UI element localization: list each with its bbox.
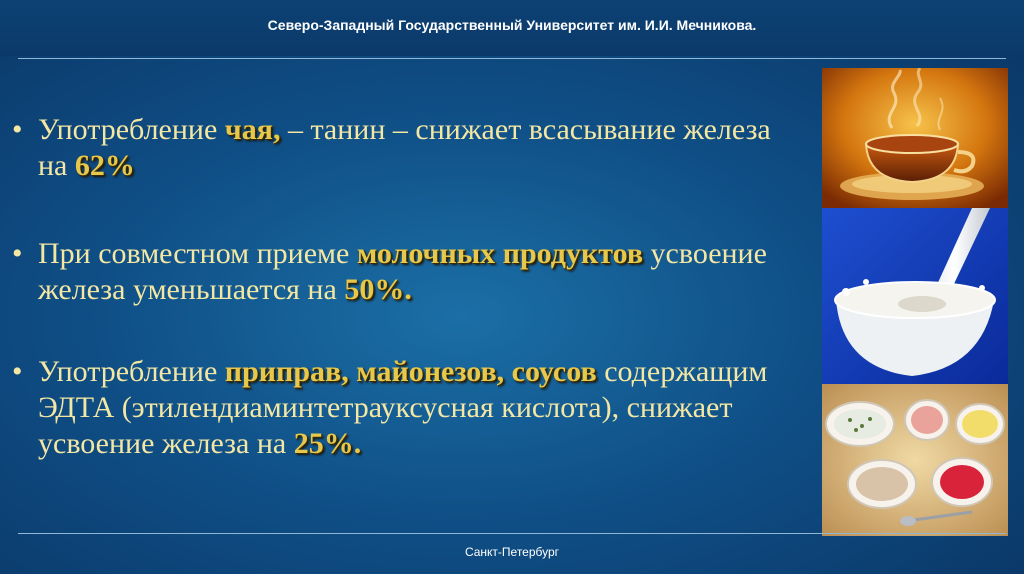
footer-city: Санкт-Петербург <box>464 545 560 559</box>
bullet-text: содержащим ЭДТА (этилендиаминтетрауксусная кислота), снижает усвоение железа на <box>38 355 768 460</box>
bullet-dot: • <box>12 355 23 388</box>
bullet-item-sauces <box>12 354 802 462</box>
bullet-item-tea <box>12 112 802 184</box>
university-title: Северо-Западный Государственный Университет им. И.И. Мечникова. <box>267 17 757 33</box>
photo-column <box>822 68 1008 536</box>
bullet-text: усвоение железа уменьшается на <box>38 237 767 306</box>
header-divider <box>18 58 1006 59</box>
bullet-highlight: приправ, майонезов, соусов <box>224 355 597 388</box>
bullet-text: Употребление <box>38 355 225 388</box>
bullet-list <box>12 112 802 514</box>
bullet-text: – танин – снижает всасывание железа на <box>38 113 771 182</box>
slide-header <box>0 0 1024 56</box>
tea-cup-photo <box>822 68 1008 208</box>
bullet-text: Употребление <box>38 113 225 146</box>
bullet-text: При совместном приеме <box>38 237 357 270</box>
footer-divider <box>18 533 1006 534</box>
bullet-dot: • <box>12 237 23 270</box>
bullet-highlight: чая, <box>224 113 281 146</box>
bullet-percent: 50%. <box>344 273 412 306</box>
bullet-percent: 25%. <box>293 427 362 460</box>
bullet-dot: • <box>12 113 23 146</box>
sauces-photo <box>822 384 1008 536</box>
bullet-percent: 62% <box>74 149 135 182</box>
bullet-highlight: молочных продуктов <box>356 237 644 270</box>
bullet-item-dairy <box>12 236 802 308</box>
milk-pour-photo <box>822 208 1008 384</box>
